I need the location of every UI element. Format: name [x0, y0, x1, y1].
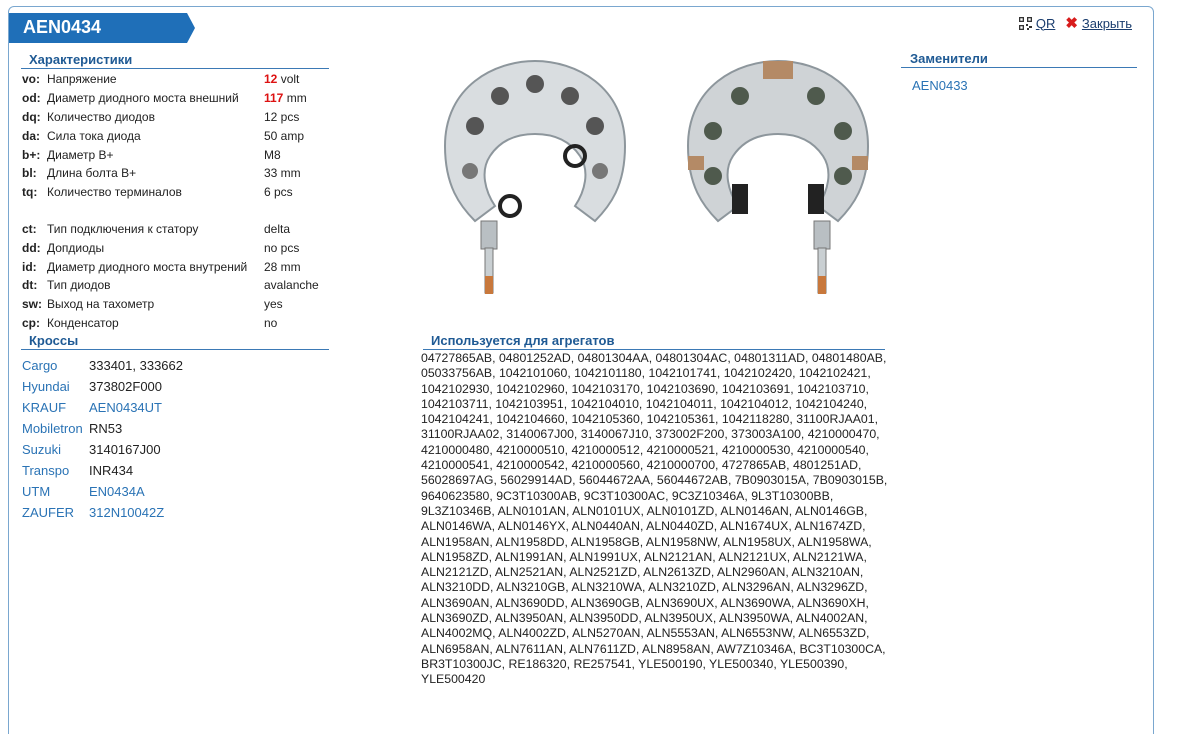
- usage-heading: Используется для агрегатов: [423, 333, 885, 350]
- replacements-heading: Заменители: [901, 51, 1137, 68]
- part-number-title: AEN0434: [23, 17, 102, 37]
- characteristic-number: 50 amp: [264, 128, 305, 143]
- characteristic-row: [22, 70, 342, 89]
- characteristic-code: vo:: [22, 72, 40, 87]
- cross-number: INR434: [89, 463, 134, 478]
- cross-row: [22, 397, 322, 418]
- cross-brand-link[interactable]: Transpo: [22, 463, 70, 478]
- characteristic-row: [22, 108, 342, 127]
- characteristic-code: dq:: [22, 109, 41, 124]
- cross-brand-link[interactable]: KRAUF: [22, 400, 67, 415]
- characteristic-label: Диаметр диодного моста внутрений: [47, 259, 248, 274]
- characteristic-value: [264, 185, 293, 199]
- characteristic-value: [264, 91, 307, 105]
- characteristic-label: Выход на тахометр: [47, 297, 155, 312]
- top-links: [1019, 14, 1132, 32]
- characteristic-number: delta: [264, 221, 291, 236]
- characteristic-value: [264, 72, 299, 86]
- characteristic-row: [22, 183, 342, 202]
- characteristic-row: [22, 164, 342, 183]
- cross-brand-link[interactable]: Mobiletron: [22, 421, 83, 436]
- replacement-link[interactable]: AEN0433: [912, 78, 968, 93]
- characteristic-label: Количество диодов: [47, 109, 155, 124]
- characteristic-value: [264, 222, 290, 236]
- characteristic-value: [264, 110, 299, 124]
- cross-brand-link[interactable]: Suzuki: [22, 442, 62, 457]
- cross-number[interactable]: 312N10042Z: [89, 505, 165, 520]
- characteristic-row: [22, 238, 342, 257]
- characteristic-number: M8: [264, 147, 281, 162]
- qr-icon: [1019, 17, 1032, 30]
- product-photo-back: [668, 56, 888, 301]
- cross-number[interactable]: EN0434A: [89, 484, 145, 499]
- qr-link[interactable]: [1019, 16, 1056, 31]
- characteristic-code: bl:: [22, 166, 37, 181]
- characteristic-row: [22, 257, 342, 276]
- cross-row: [22, 439, 322, 460]
- characteristic-number: 33 mm: [264, 166, 301, 181]
- cross-number[interactable]: AEN0434UT: [89, 400, 162, 415]
- characteristic-code: id:: [22, 259, 37, 274]
- characteristic-label: Диаметр диодного моста внешний: [47, 91, 239, 106]
- cross-row: [22, 481, 322, 502]
- characteristic-label: Напряжение: [47, 72, 117, 87]
- characteristic-code: dt:: [22, 278, 38, 293]
- cross-row: [22, 418, 322, 439]
- characteristic-number: no: [264, 315, 278, 330]
- cross-row: [22, 502, 322, 523]
- characteristic-value: [264, 297, 283, 311]
- characteristic-label: Длина болта B+: [47, 166, 137, 181]
- cross-number: 3140167J00: [89, 442, 161, 457]
- crosses-list: [22, 355, 322, 523]
- characteristic-label: Диаметр B+: [47, 147, 114, 162]
- characteristic-label: Конденсатор: [47, 315, 119, 330]
- product-photo-front: [425, 56, 645, 301]
- characteristic-value: [264, 278, 319, 292]
- characteristic-code: b+:: [22, 147, 41, 162]
- cross-number: 373802F000: [89, 379, 163, 394]
- usage-list: 04727865AB, 04801252AD, 04801304AA, 04801304AC, 04801311AD, 04801480AB, 05033756AB, 1042101060, 1042101180, 1042101741, 1042102420, 1042102421, 1042102930, 1042102960, 1042103170, 1042103690, 1042103691, 1042103710, 1042103711, 1042103951, 1042104010, 1042104011, 1042104012, 1042104240, 1042104241, 1042104660, 1042105360, 1042105361, 1042118280, 31100RJAA01, 31100RJAA02, 3140067J00, 3140067J10, 373002F200, 373003A100, 4210000470, 4210000480, 4210000510, 4210000512, 4210000521, 4210000530, 4210000540, 4210000541, 4210000542, 4210000560, 4210000700, 4727865AB, 4801251AD, 56028697AG, 56029914AD, 56044672AA, 56044672AB, 7B0903015A, 7B0903015B, 9640623580, 9C3T10300AB, 9C3T10300AC, 9C3Z10346A, 9L3T10300BB, 9L3Z10346B, ALN0101AN, ALN0101UX, ALN0101ZD, ALN0146AN, ALN0146GB, ALN0146WA, ALN0146YX, ALN0440AN, ALN0440ZD, ALN1674UX, ALN1674ZD, ALN1958AN, ALN1958DD, ALN1958GB, ALN1958NW, ALN1958UX, ALN1958WA, ALN1958ZD, ALN1991AN, ALN1991UX, ALN2121AN, ALN2121UX, ALN2121WA, ALN2121ZD, ALN2521AN, ALN2521ZD, ALN2613ZD, ALN2960AN, ALN3210AN, ALN3210DD, ALN3210GB, ALN3210WA, ALN3210ZD, ALN3296AN, ALN3296ZD, ALN3690AN, ALN3690DD, ALN3690GB, ALN3690UX, ALN3690WA, ALN3690XH, ALN3690ZD, ALN3950AN, ALN3950DD, ALN3950UX, ALN3950WA, ALN4002AN, ALN4002MQ, ALN4002ZD, ALN5270AN, ALN5553AN, ALN6553NW, ALN6553ZD, ALN6958AN, ALN7611AN, ALN7611ZD, ALN8958AN, AW7Z10346A, BC3T10300CA, BR3T10300JC, RE186320, RE257541, YLE500190, YLE500340, YLE500390, YLE500420: [421, 351, 888, 687]
- close-link[interactable]: [1065, 14, 1132, 32]
- characteristic-row: [22, 295, 342, 314]
- characteristic-number: no pcs: [264, 240, 300, 255]
- cross-brand-link[interactable]: ZAUFER: [22, 505, 74, 520]
- characteristic-number: avalanche: [264, 278, 319, 293]
- characteristic-value: [264, 260, 301, 274]
- characteristic-number: 28 mm: [264, 259, 301, 274]
- characteristic-row: [22, 220, 342, 239]
- characteristic-unit: volt: [280, 72, 300, 87]
- characteristic-label: Тип подключения к статору: [47, 221, 199, 236]
- characteristic-row: [22, 89, 342, 108]
- characteristic-value: [264, 316, 277, 330]
- cross-row: [22, 376, 322, 397]
- characteristic-number: yes: [264, 297, 283, 312]
- qr-link-label[interactable]: QR: [1035, 15, 1056, 31]
- characteristic-row: [22, 145, 342, 164]
- characteristic-code: od:: [22, 91, 41, 106]
- characteristic-row: [22, 126, 342, 145]
- characteristic-code: da:: [22, 128, 40, 143]
- characteristic-number: 12 pcs: [264, 109, 300, 124]
- characteristic-label: Количество терминалов: [47, 185, 182, 200]
- characteristic-number: 12: [264, 72, 278, 87]
- characteristic-code: tq:: [22, 185, 38, 200]
- characteristic-value: [264, 241, 299, 255]
- characteristic-row: [22, 314, 342, 333]
- characteristic-label: Сила тока диода: [47, 128, 141, 143]
- characteristic-unit: mm: [286, 91, 307, 106]
- close-icon: ✖: [1065, 15, 1078, 32]
- characteristic-label: Тип диодов: [47, 278, 111, 293]
- characteristic-code: sw:: [22, 297, 43, 312]
- crosses-heading: Кроссы: [21, 333, 329, 350]
- part-title-tab: [9, 13, 195, 43]
- cross-row: [22, 460, 322, 481]
- characteristic-code: cp:: [22, 315, 40, 330]
- characteristic-code: dd:: [22, 240, 41, 255]
- cross-number: RN53: [89, 421, 123, 436]
- cross-number: 333401, 333662: [89, 358, 183, 373]
- cross-brand-link[interactable]: Cargo: [22, 358, 58, 373]
- cross-row: [22, 355, 322, 376]
- characteristics-heading: Характеристики: [21, 52, 329, 69]
- characteristic-value: [264, 129, 304, 143]
- characteristics-list: [22, 70, 342, 332]
- characteristic-value: [264, 166, 301, 180]
- characteristic-code: ct:: [22, 221, 37, 236]
- characteristic-number: 6 pcs: [264, 185, 293, 200]
- close-link-label[interactable]: Закрыть: [1081, 15, 1132, 31]
- cross-brand-link[interactable]: UTM: [22, 484, 51, 499]
- characteristic-number: 117: [264, 91, 284, 106]
- characteristic-row: [22, 276, 342, 295]
- characteristic-value: [264, 148, 281, 162]
- cross-brand-link[interactable]: Hyundai: [22, 379, 70, 394]
- characteristic-label: Допдиоды: [47, 240, 105, 255]
